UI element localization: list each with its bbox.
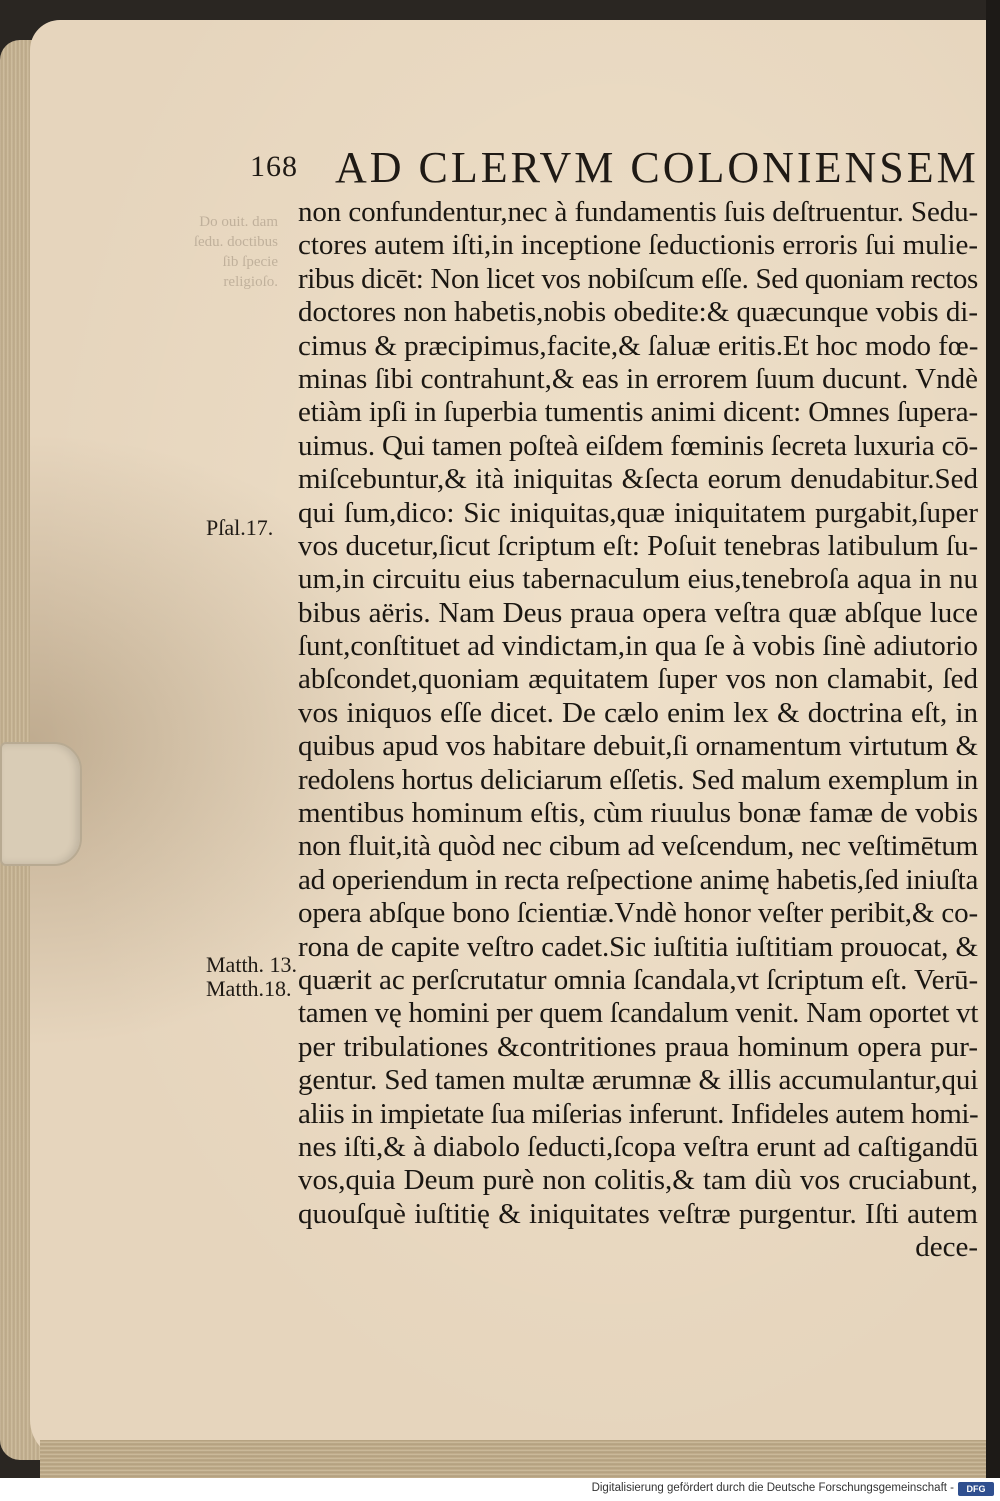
text-line: gentur. Sed tamen multæ ærumnæ & illis accumulantur,qui: [298, 1064, 979, 1097]
text-line: quærit ac perſcrutatur omnia ſcandala,vt ſcriptum eſt. Verū-: [298, 963, 979, 996]
text-line: aliis in impietate ſua miſerias inferunt. Infideles autem homi-: [298, 1097, 979, 1130]
margin-note-matth-13: Matth. 13.: [206, 952, 298, 977]
text-line: quibus apud vos habitare debuit,ſi ornamentum virtutum &: [298, 730, 979, 763]
text-line: redolens hortus deliciarum eſſetis. Sed malum exemplum in: [298, 763, 979, 796]
margin-note-psal: Pſal.17.: [206, 515, 274, 540]
text-line: dece-: [915, 1231, 978, 1264]
text-line: ribus dicēt: Non licet vos nobiſcum eſſe. Sed quoniam rectos: [298, 262, 978, 295]
page-number: 168: [250, 150, 298, 183]
text-line: vos ducetur,ſicut ſcriptum eſt: Poſuit tenebras latibulum ſu-: [298, 529, 979, 562]
text-line: minas ſibi contrahunt,& eas in errorem ſuum ducunt. Vndè: [298, 362, 978, 395]
page-header: [250, 138, 979, 198]
text-line: non confundentur,nec à fundamentis ſuis deſtruentur. Sedu-: [298, 196, 978, 228]
text-line: miſcebuntur,& ità iniquitas &ſecta eorum denudabitur.Sed: [298, 463, 978, 496]
text-line: opera abſque bono ſcientiæ.Vndè honor veſter peribit,& co-: [298, 897, 978, 930]
page-tab-marker: [0, 742, 82, 866]
text-line: quouſquè iuſtitię & iniquitates veſtræ purgentur. Iſti autem: [298, 1197, 978, 1230]
margin-note-matth-18: Matth.18.: [206, 976, 292, 1001]
text-line: mentibus hominum eſtis, cùm riuulus bonæ famæ de vobis: [298, 797, 978, 830]
running-title: AD CLERVM COLONIENSEM: [335, 143, 979, 192]
text-line: vos iniquos eſſe dicet. De cælo enim lex & doctrina eſt, in: [298, 696, 978, 729]
text-line: cimus & præcipimus,facite,& ſaluæ eritis.Et hoc modo fœ-: [298, 329, 979, 362]
digitization-footer: [0, 1478, 1000, 1501]
text-line: abſcondet,quoniam æquitatem ſuper vos non clamabit, ſed: [298, 663, 978, 696]
text-line: um,in circuitu eius tabernaculum eius,tenebroſa aqua in nu: [298, 563, 978, 596]
text-line: tamen vę homini per quem ſcandalum venit. Nam oportet vt: [298, 997, 979, 1030]
text-line: bibus aëris. Nam Deus praua opera veſtra quæ abſque luce: [298, 596, 978, 629]
text-line: per tribulationes &contritiones praua hominum opera pur-: [298, 1030, 978, 1063]
book-edge-bottom: [40, 1440, 1000, 1478]
text-line: nes iſti,& à diabolo ſeducti,ſcopa veſtra erunt ad caſtigandū: [298, 1130, 979, 1163]
text-line: vos,quia Deum purè non colitis,& tam diù vos cruciabunt,: [298, 1164, 978, 1197]
footer-credit: Digitalisierung gefördert durch die Deutsche Forschungsgemeinschaft -: [591, 1482, 954, 1494]
text-line: etiàm ipſi in ſuperbia tumentis animi dicent: Omnes ſupera-: [298, 396, 978, 429]
scan-border-right: [986, 0, 1000, 1478]
text-line: non fluit,ità quòd nec cibum ad veſcendum, nec veſtimētum: [298, 830, 978, 863]
text-line: ſunt,conſtituet ad vindictam,in qua ſe à vobis ſinè adiutorio: [298, 630, 978, 663]
body-text: [298, 196, 978, 1265]
text-line: qui ſum,dico: Sic iniquitas,quæ iniquitatem purgabit,ſuper: [298, 496, 978, 529]
text-line: ad operiendum in recta reſpectione animę habetis,ſed iniuſta: [298, 863, 979, 896]
text-line: doctores non habetis,nobis obedite:& quæcunque vobis di-: [298, 296, 978, 329]
text-line: uimus. Qui tamen poſteà eiſdem fœminis ſecreta luxuria cō-: [298, 429, 978, 462]
bleedthrough-marginalia: Do ouit. dam ſedu. doctibus ſib ſpecie religioſo.: [193, 214, 278, 290]
dfg-logo: DFG: [958, 1482, 994, 1496]
text-line: rona de capite veſtro cadet.Sic iuſtitia iuſtitiam prouocat, &: [298, 930, 978, 963]
text-line: ctores autem iſti,in inceptione ſeductionis erroris ſui mulie-: [298, 229, 978, 262]
